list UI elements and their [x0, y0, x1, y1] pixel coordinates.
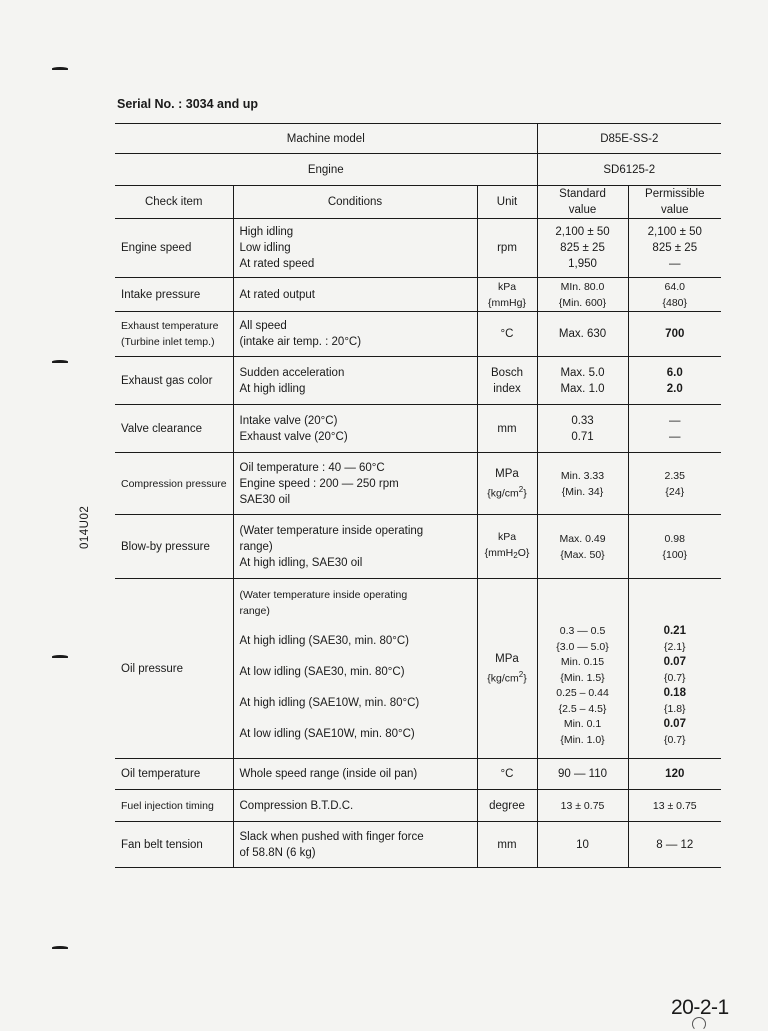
value-line: {Min. 600}: [558, 296, 607, 309]
unit-part: {kg/cm: [487, 672, 519, 685]
unit: °C: [477, 312, 537, 357]
conditions: [233, 219, 477, 278]
check-item: Oil temperature: [115, 759, 233, 790]
permissible-value: 8 — 12: [628, 822, 721, 868]
value-line: 0.98: [664, 532, 685, 545]
standard-value: [537, 579, 628, 759]
value-line: Min. 3.33: [560, 469, 605, 482]
col-standard-line1: Standard: [559, 188, 606, 200]
permissible-value: 700: [628, 312, 721, 357]
value-line: —: [669, 430, 681, 443]
conditions: Compression B.T.D.C.: [233, 790, 477, 822]
conditions: [233, 515, 477, 579]
check-item: Oil pressure: [115, 579, 233, 759]
check-item: Exhaust gas color: [115, 357, 233, 405]
value-line: 825 ± 25: [652, 242, 698, 254]
value-line: 0.33: [571, 414, 594, 427]
table-row: [115, 822, 721, 868]
unit: °C: [477, 759, 537, 790]
condition-line: At rated speed: [239, 258, 315, 270]
conditions: [233, 405, 477, 453]
condition-line: range): [239, 540, 273, 553]
check-item: Blow-by pressure: [115, 515, 233, 579]
unit-part: }: [523, 487, 527, 500]
unit: rpm: [477, 219, 537, 278]
engine-value: SD6125-2: [537, 154, 721, 186]
col-permissible: [628, 186, 721, 219]
engine-label: Engine: [115, 154, 537, 186]
condition-line: At high idling (SAE10W, min. 80°C): [239, 697, 420, 709]
permissible-value: [628, 579, 721, 759]
value-line: 0.25 – 0.44: [556, 687, 609, 699]
page-corner-circle: [692, 1017, 706, 1031]
side-document-code: 014U02: [79, 505, 91, 549]
unit-line: Bosch: [491, 366, 523, 379]
permissible-value: [628, 219, 721, 278]
check-item: Compression pressure: [115, 453, 233, 515]
value-line: Max. 5.0: [560, 366, 605, 379]
condition-line: (intake air temp. : 20°C): [239, 336, 362, 348]
unit: [477, 579, 537, 759]
condition-line: At low idling (SAE30, min. 80°C): [239, 666, 405, 678]
permissible-value: [628, 278, 721, 312]
unit-line: MPa: [495, 652, 519, 665]
standard-value: Max. 630: [537, 312, 628, 357]
value-line: MIn. 80.0: [560, 280, 605, 293]
col-check-item: Check item: [115, 186, 233, 219]
value-line: Min. 0.1: [563, 718, 602, 730]
value-line: 0.07: [663, 718, 686, 730]
unit-line: [484, 545, 531, 564]
permissible-value: 120: [628, 759, 721, 790]
header-row: [115, 186, 721, 219]
condition-line: At high idling: [239, 382, 306, 395]
conditions: [233, 822, 477, 868]
table-row: [115, 312, 721, 357]
unit-part: {kg/cm: [487, 487, 519, 500]
conditions: Whole speed range (inside oil pan): [233, 759, 477, 790]
page-mark-middle: [52, 655, 68, 658]
col-standard-line2: value: [568, 204, 597, 216]
value-line: 0.18: [663, 687, 686, 699]
page-number: 20-2-1: [671, 996, 729, 1019]
condition-line: At high idling, SAE30 oil: [239, 556, 363, 569]
value-line: 2.35: [664, 469, 685, 482]
value-line: Min. 0.15: [560, 656, 605, 668]
col-permissible-line2: value: [661, 204, 689, 216]
condition-line: At high idling (SAE30, min. 80°C): [239, 635, 410, 647]
table-row: [115, 219, 721, 278]
value-line: —: [669, 414, 681, 427]
value-line: 0.3 — 0.5: [559, 625, 606, 637]
permissible-value: [628, 405, 721, 453]
value-line: {24}: [665, 485, 685, 498]
unit-superscript: 2: [518, 669, 524, 679]
standard-value: [537, 219, 628, 278]
spec-table: [115, 123, 721, 868]
unit-subscript: 2: [513, 551, 518, 560]
permissible-value: 13 ± 0.75: [628, 790, 721, 822]
condition-line: of 58.8N (6 kg): [239, 846, 316, 859]
unit-line: kPa: [497, 280, 517, 293]
permissible-value: [628, 357, 721, 405]
value-line: {2.5 – 4.5}: [558, 702, 607, 715]
condition-line: At low idling (SAE10W, min. 80°C): [239, 728, 415, 740]
engine-row: [115, 154, 721, 186]
condition-line: (Water temperature inside operating: [239, 589, 408, 601]
unit-line: MPa: [495, 467, 519, 480]
unit: [477, 515, 537, 579]
unit-line: index: [493, 382, 521, 395]
check-item: Valve clearance: [115, 405, 233, 453]
unit: degree: [477, 790, 537, 822]
standard-value: 90 — 110: [537, 759, 628, 790]
unit: [477, 278, 537, 312]
standard-value: [537, 357, 628, 405]
condition-line: Oil temperature : 40 — 60°C: [239, 461, 385, 474]
unit-part: }: [523, 672, 527, 685]
conditions: [233, 453, 477, 515]
standard-value: [537, 453, 628, 515]
machine-model-label: Machine model: [115, 124, 537, 154]
value-line: {0.7}: [663, 671, 686, 684]
unit-line: {mmHg}: [488, 296, 526, 309]
table-row: [115, 515, 721, 579]
value-line: 1,950: [568, 258, 597, 270]
condition-line: All speed: [239, 320, 287, 332]
standard-value: [537, 515, 628, 579]
conditions: [233, 357, 477, 405]
unit-part: {mmH: [484, 547, 514, 559]
unit-line: kPa: [497, 531, 517, 543]
standard-value: [537, 405, 628, 453]
condition-line: Sudden acceleration: [239, 366, 345, 379]
table-row: [115, 759, 721, 790]
check-item: Intake pressure: [115, 278, 233, 312]
page-mark-upper: [52, 360, 68, 363]
machine-model-value: D85E-SS-2: [537, 124, 721, 154]
conditions: [233, 312, 477, 357]
value-line: Max. 1.0: [560, 382, 605, 395]
value-line: {1.8}: [663, 702, 686, 715]
value-line: Max. 0.49: [559, 532, 606, 545]
unit: mm: [477, 822, 537, 868]
col-unit: Unit: [477, 186, 537, 219]
value-line: {0.7}: [663, 733, 686, 746]
page-mark-top: [52, 67, 68, 70]
value-line: {100}: [662, 548, 688, 561]
unit-superscript: 2: [518, 484, 524, 494]
value-line: {Min. 1.0}: [560, 733, 605, 746]
unit: mm: [477, 405, 537, 453]
col-conditions: Conditions: [233, 186, 477, 219]
condition-line: Slack when pushed with finger force: [239, 830, 424, 843]
table-row: [115, 790, 721, 822]
item-line: (Turbine inlet temp.): [121, 336, 215, 348]
standard-value: [537, 278, 628, 312]
unit-line: [484, 482, 531, 502]
table-row: [115, 579, 721, 759]
value-line: 2,100 ± 50: [555, 226, 610, 238]
condition-line: SAE30 oil: [239, 493, 291, 506]
condition-line: (Water temperature inside operating: [239, 524, 424, 537]
item-line: Exhaust temperature: [121, 320, 219, 332]
check-item: Fuel injection timing: [115, 790, 233, 822]
check-item: Engine speed: [115, 219, 233, 278]
condition-line: High idling: [239, 226, 294, 238]
value-line: 825 ± 25: [560, 242, 605, 254]
machine-model-row: [115, 124, 721, 154]
condition-line: Low idling: [239, 242, 291, 254]
page-mark-bottom: [52, 946, 68, 949]
value-line: {Min. 34}: [561, 485, 604, 498]
value-line: 0.71: [571, 430, 594, 443]
standard-value: 10: [537, 822, 628, 868]
table-row: [115, 357, 721, 405]
unit: [477, 357, 537, 405]
serial-number-heading: Serial No. : 3034 and up: [117, 97, 259, 111]
permissible-value: [628, 453, 721, 515]
unit-part: O}: [517, 547, 530, 559]
condition-line: Intake valve (20°C): [239, 414, 338, 427]
value-line: {3.0 — 5.0}: [556, 640, 609, 653]
value-line: 2.0: [666, 382, 683, 395]
check-item: [115, 312, 233, 357]
value-line: 0.07: [663, 656, 686, 668]
permissible-value: [628, 515, 721, 579]
condition-line: range): [239, 605, 270, 617]
condition-line: Engine speed : 200 — 250 rpm: [239, 477, 399, 490]
value-line: {2.1}: [663, 640, 686, 653]
col-permissible-line1: Permissible: [645, 188, 705, 200]
table-row: [115, 405, 721, 453]
value-line: 2,100 ± 50: [647, 226, 702, 238]
unit: [477, 453, 537, 515]
conditions: [233, 579, 477, 759]
standard-value: 13 ± 0.75: [537, 790, 628, 822]
value-line: {Max. 50}: [560, 548, 605, 561]
value-line: {Min. 1.5}: [560, 671, 605, 684]
conditions: At rated output: [233, 278, 477, 312]
table-row: [115, 278, 721, 312]
condition-line: Exhaust valve (20°C): [239, 430, 348, 443]
col-standard: [537, 186, 628, 219]
table-row: [115, 453, 721, 515]
value-line: {480}: [662, 296, 688, 309]
value-line: 6.0: [666, 366, 683, 379]
unit-line: [484, 667, 531, 687]
value-line: 64.0: [664, 280, 685, 293]
value-line: 0.21: [663, 625, 686, 637]
check-item: Fan belt tension: [115, 822, 233, 868]
value-line: —: [669, 258, 681, 270]
